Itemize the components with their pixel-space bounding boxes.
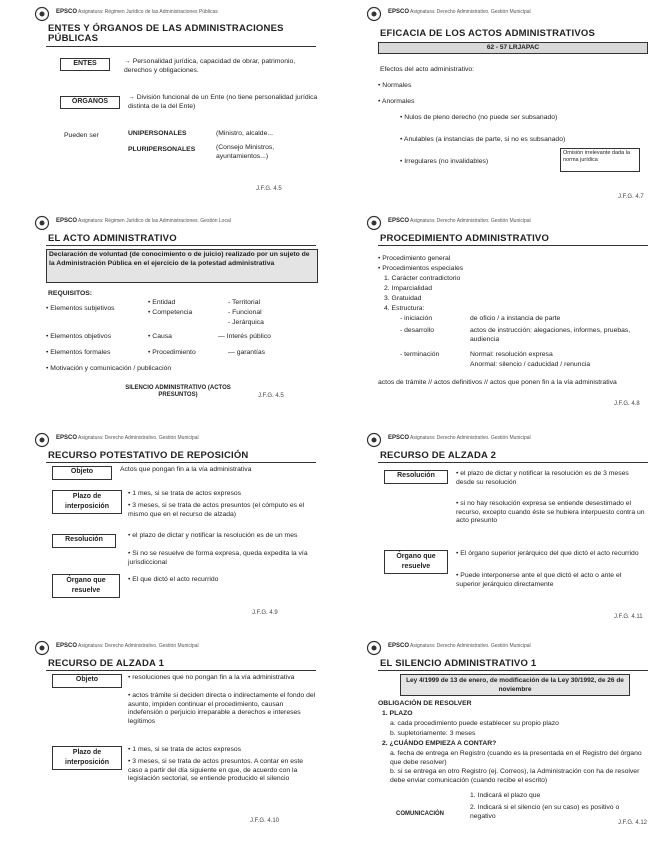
title-line-1: ENTES Y ÓRGANOS DE LAS ADMINISTRACIONES [48,23,284,34]
slide-silencio-administrativo [360,640,660,830]
causa-text: Causa [152,333,172,340]
page-number: J.F.G. 4.10 [250,818,280,824]
unipersonales: UNIPERSONALES [128,130,187,137]
logo-icon [34,432,50,448]
resolucion-silencio: • Si no se resuelve de forma expresa, queda expedita la vía jurisdiccional [128,550,308,566]
slide-title: RECURSO DE ALZADA 2 [380,450,497,461]
comunicacion-2: 2. Indicará si el silencio (en su caso) es positivo o negativo [470,804,620,820]
page-number: J.F.G. 4.5 [258,393,284,399]
organo-text-value: El que dictó el acto recurrido [132,576,219,583]
page-number: J.F.G. 4.11 [614,614,643,620]
org-name: EPSCO [388,435,410,441]
plazo-b: b. supletoriamente: 3 meses [390,730,476,737]
anulables: • Anulables (a instancias de parte, si no es subsanado) [400,136,566,143]
org-name: EPSCO [56,643,78,649]
resolucion-desestimado: • si no hay resolución expresa se entiende desestimado el recurso, excepto cuando éste se hubiera interpuesto contra un acto presunto [456,500,645,524]
iniciacion-label: iniciación [404,315,433,322]
slide-recurso-reposicion [28,432,328,622]
irregulares: • Irregulares (no invalidables) [400,158,489,165]
pluripersonales: PLURIPERSONALES [128,146,196,153]
pueden-ser: Pueden ser [64,132,99,139]
logo-icon [366,215,382,231]
funcional: - Funcional [228,309,262,316]
normales: • Normales [378,82,411,91]
title-underline [378,245,648,246]
slide-title: EL SILENCIO ADMINISTRATIVO 1 [380,658,537,669]
entes-text: Personalidad jurídica, capacidad de obrar, patrimonio, derechos y obligaciones. [124,58,296,74]
funcional-text: Funcional [232,309,262,316]
elementos-subjetivos: • Elementos subjetivos [46,305,115,314]
objeto-box: Objeto [52,466,112,480]
slide-title: EFICACIA DE LOS ACTOS ADMINISTRATIVOS [380,28,595,39]
slide-eficacia [360,6,660,200]
plazo-expresos-text: 1 mes, si se trata de actos expresos [132,490,242,497]
page-number: J.F.G. 4.9 [252,610,278,616]
logo-icon [34,640,50,656]
org-name: EPSCO [56,218,78,224]
item-1: 1. Carácter contradictorio [384,275,461,282]
entidad-text: Entidad [152,299,176,306]
resolucion-desestimado-text: si no hay resolución expresa se entiende desestimado el recurso, excepto cuando éste se hubiera interpuesto contra un acto presunto [456,500,645,524]
item-4: 4. Estructura: [384,305,425,312]
slide-recurso-alzada-1 [28,640,328,830]
slide-header [360,6,660,22]
logo-icon [366,640,382,656]
cuando-b: b. si se entrega en otro Registro (ej. Correos), la Administración con ha de resolver debe enviar comunicación (cuando recibe el escrito) [390,768,640,784]
org-name: EPSCO [388,218,410,224]
comunicacion-1: 1. Indicará el plazo que [470,792,541,799]
procedimientos-especiales: • Procedimientos especiales [378,265,463,274]
plazo-box: Plazo de interposición [52,746,122,770]
interes-publico: — Interés público [218,333,271,340]
slide-header [360,640,660,656]
logo-icon [34,215,50,231]
resolucion-plazo: • el plazo de dictar y notificar la resolución es de 3 meses desde su resolución [456,470,629,486]
iniciacion-text: de oficio / a instancia de parte [470,315,561,322]
garantias: — garantías [228,349,266,356]
terminacion-normal: Normal: resolución expresa [470,351,553,358]
law-box: Ley 4/1999 de 13 de enero, de modificación de la Ley 30/1992, de 26 de noviembre [400,674,630,696]
competencia: • Competencia [148,309,193,316]
objeto-box: Objeto [52,674,122,688]
plazo-expresos-text: 1 mes, si se trata de actos expresos [132,746,242,753]
slide-header [28,432,328,448]
desarrollo-label: desarrollo [404,327,435,334]
organo-box: Órgano que resuelve [384,550,448,574]
procedimiento-text: Procedimiento [152,349,196,356]
organos-box: ÓRGANOS [60,96,120,109]
objeto-resoluciones-text: resoluciones que no pongan fin a la vía administrativa [132,674,295,681]
irregular-note: Omisión irrelevante dada la norma jurídica [560,148,640,172]
slide-entes-organos [28,6,328,196]
logo-icon [366,432,382,448]
plazo-expresos: • 1 mes, si se trata de actos expresos [128,490,242,497]
entes-definition: → Personalidad jurídica, capacidad de obrar, patrimonio, derechos y obligaciones. [124,58,296,74]
unipersonales-examples: (Ministro, alcalde... [216,130,274,137]
procedimiento: • Procedimiento [148,349,196,356]
plazo-presuntos-text: 3 meses, si se trata de actos presuntos. A contar en este caso a partir del día siguiente en que, de acuerdo con la legislación sectorial, se entiende producido el silencio [128,758,304,782]
header-text: Asignatura: Derecho Administrativo. Gestión Municipal [78,435,199,441]
title-underline [46,46,316,47]
anulables-text: Anulables (a instancias de parte, si no es subsanado) [403,136,566,143]
silencio-administrativo: SILENCIO ADMINISTRATIVO (ACTOS PRESUNTOS) [125,385,231,398]
motivacion: • Motivación y comunicación / publicación [46,365,171,374]
slide-recurso-alzada-2 [360,432,660,622]
entes-box: ENTES [60,58,110,71]
plazo-heading: 1. PLAZO [382,710,413,717]
title-underline [46,670,316,671]
anormales: • Anormales [378,98,414,107]
plazo-presuntos: • 3 meses, si se trata de actos presuntos. A contar en este caso a partir del día siguiente en que, de acuerdo con la legislación sectorial, se entiende producido el silencio [128,758,304,782]
iniciacion: - iniciación [400,315,433,322]
organos-definition: → División funcional de un Ente (no tiene personalidad jurídica distinta de la del Ente) [128,94,318,110]
tipos-actos: actos de trámite // actos definitivos // actos que ponen fin a la vía administrativa [378,379,617,386]
effects-intro: Efectos del acto administrativo: [380,66,475,73]
page-number: J.F.G. 4.5 [256,186,282,192]
desarrollo: - desarrollo [400,327,435,334]
objeto-actos-tramite-text: actos trámite si deciden directa o indirectamente el fondo del asunto, impiden continuar el procedimiento, causan indefensión o perjuicio irreparable a derechos e intereses legítimos [128,692,316,725]
irregulares-text: Irregulares (no invalidables) [404,158,489,165]
logo-icon [34,6,50,22]
item-2: 2. Imparcialidad [384,285,432,292]
org-name: EPSCO [56,435,78,441]
slide-title: EL ACTO ADMINISTRATIVO [48,233,177,244]
procedimiento-general: • Procedimiento general [378,255,450,264]
slide-header [360,215,660,231]
header-text: Asignatura: Derecho Administrativo. Gestión Municipal [410,643,531,649]
organo-superior-text: El órgano superior jerárquico del que dictó el acto recurrido [460,550,639,557]
article-ref: 62 - 57 LRJAPAC [378,42,648,54]
objeto-actos-tramite: • actos trámite si deciden directa o indirectamente el fondo del asunto, impiden continuar el procedimiento, causan indefensión o perjuicio irreparable a derechos e intereses legítimos [128,692,316,725]
item-3: 3. Gratuidad [384,295,422,302]
comunicacion-label: COMUNICACIÓN [396,811,444,817]
header-text: Asignatura: Derecho Administrativo. Gestión Municipal [78,643,199,649]
title-line-2: PÚBLICAS [48,33,99,44]
territorial-text: Territorial [232,299,260,306]
elementos-formales: • Elementos formales [46,349,110,358]
organo-interposicion: • Puede interponerse ante el que dictó el acto o ante el superior jerárquico directamente [456,572,622,588]
slide-title [48,24,284,44]
organo-superior: • El órgano superior jerárquico del que dictó el acto recurrido [456,550,639,557]
header-text: Asignatura: Régimen Jurídico de las Administraciones. Gestión Local [78,218,231,224]
slide-header [28,640,328,656]
jerarquica: - Jerárquica [228,319,264,326]
cuando-heading: 2. ¿CUÁNDO EMPIEZA A CONTAR? [382,740,497,747]
pluripersonales-examples: (Consejo Ministros, ayuntamientos...) [216,144,275,160]
slide-title: RECURSO DE ALZADA 1 [48,658,165,669]
title-underline [46,462,316,463]
title-underline [46,245,316,246]
plazo-a: a. cada procedimiento puede establecer su propio plazo [390,720,559,727]
plazo-presuntos: • 3 meses, si se trata de actos presuntos (el cómputo es el mismo que en el recurso de alzada) [128,502,305,518]
plazo-expresos: • 1 mes, si se trata de actos expresos [128,746,242,753]
org-name: EPSCO [388,643,410,649]
header-text: Asignatura: Derecho Administrativo. Gestión Municipal [410,9,531,15]
resolucion-box: Resolución [384,470,448,484]
entidad: • Entidad [148,299,176,306]
slide-title: PROCEDIMIENTO ADMINISTRATIVO [380,233,550,244]
terminacion-label: terminación [404,351,440,358]
plazo-box: Plazo de interposición [52,490,122,514]
terminacion-anormal: Anormal: silencio / caducidad / renuncia [470,361,591,368]
slide-procedimiento [360,215,660,405]
resolucion-silencio-text: Si no se resuelve de forma expresa, queda expedita la vía jurisdiccional [128,550,308,566]
org-name: EPSCO [56,9,78,15]
desarrollo-text: actos de instrucción: alegaciones, informes, pruebas, audiencia [470,327,631,343]
title-underline [378,670,648,671]
header-text: Asignatura: Derecho Administrativo. Gestión Municipal [410,218,531,224]
slide-title: RECURSO POTESTATIVO DE REPOSICIÓN [48,450,249,461]
title-underline [378,462,648,463]
header-text: Asignatura: Régimen Jurídico de las Administraciones Públicas [78,9,218,15]
competencia-text: Competencia [152,309,193,316]
requisitos-label: REQUISITOS: [48,290,93,297]
causa: • Causa [148,333,172,340]
resolucion-box: Resolución [52,534,116,548]
objeto-text: Actos que pongan fin a la vía administrativa [120,466,252,473]
garantias-text: garantías [236,349,266,356]
page-number: J.F.G. 4.12 [618,820,648,826]
cuando-a: a. fecha de entrega en Registro (cuando es la presentada en el Registro del órgano que debe resolver) [390,750,642,766]
plazo-presuntos-text: 3 meses, si se trata de actos presuntos (el cómputo es el mismo que en el recurso de alzada) [128,502,305,518]
obligacion-resolver: OBLIGACIÓN DE RESOLVER [378,700,472,707]
slide-header [28,6,328,22]
page-number: J.F.G. 4.8 [614,401,640,407]
jerarquica-text: Jerárquica [232,319,264,326]
logo-icon [366,6,382,22]
slide-header [360,432,660,448]
org-name: EPSCO [388,9,410,15]
organo-text: • El que dictó el acto recurrido [128,576,219,583]
page-number: J.F.G. 4.7 [618,194,644,200]
header-text: Asignatura: Derecho Administrativo. Gestión Municipal [410,435,531,441]
elementos-objetivos: • Elementos objetivos [46,333,111,342]
nulos: • Nulos de pleno derecho (no puede ser subsanado) [400,114,558,121]
resolucion-plazo-text: el plazo de dictar y notificar la resolución es de 3 meses desde su resolución [456,470,629,486]
objeto-resoluciones: • resoluciones que no pongan fin a la vía administrativa [128,674,295,681]
slide-acto-administrativo [28,215,328,405]
organo-box: Órgano que resuelve [52,574,120,598]
resolucion-plazo-text: el plazo de dictar y notificar la resolución es de un mes [132,532,298,539]
terminacion: - terminación [400,351,440,358]
definition-box: Declaración de voluntad (de conocimiento o de juicio) realizado por un sujeto de la Administración Pública en el ejercicio de la potestad administrativa [46,249,318,283]
organo-interposicion-text: Puede interponerse ante el que dictó el acto o ante el superior jerárquico directamente [456,572,622,588]
nulos-text: Nulos de pleno derecho (no puede ser subsanado) [404,114,558,121]
territorial: - Territorial [228,299,260,306]
slide-header [28,215,328,231]
interes-text: Interés público [226,333,271,340]
organos-text: División funcional de un Ente (no tiene personalidad jurídica distinta de la del Ente) [128,94,318,110]
resolucion-plazo: • el plazo de dictar y notificar la resolución es de un mes [128,532,298,539]
